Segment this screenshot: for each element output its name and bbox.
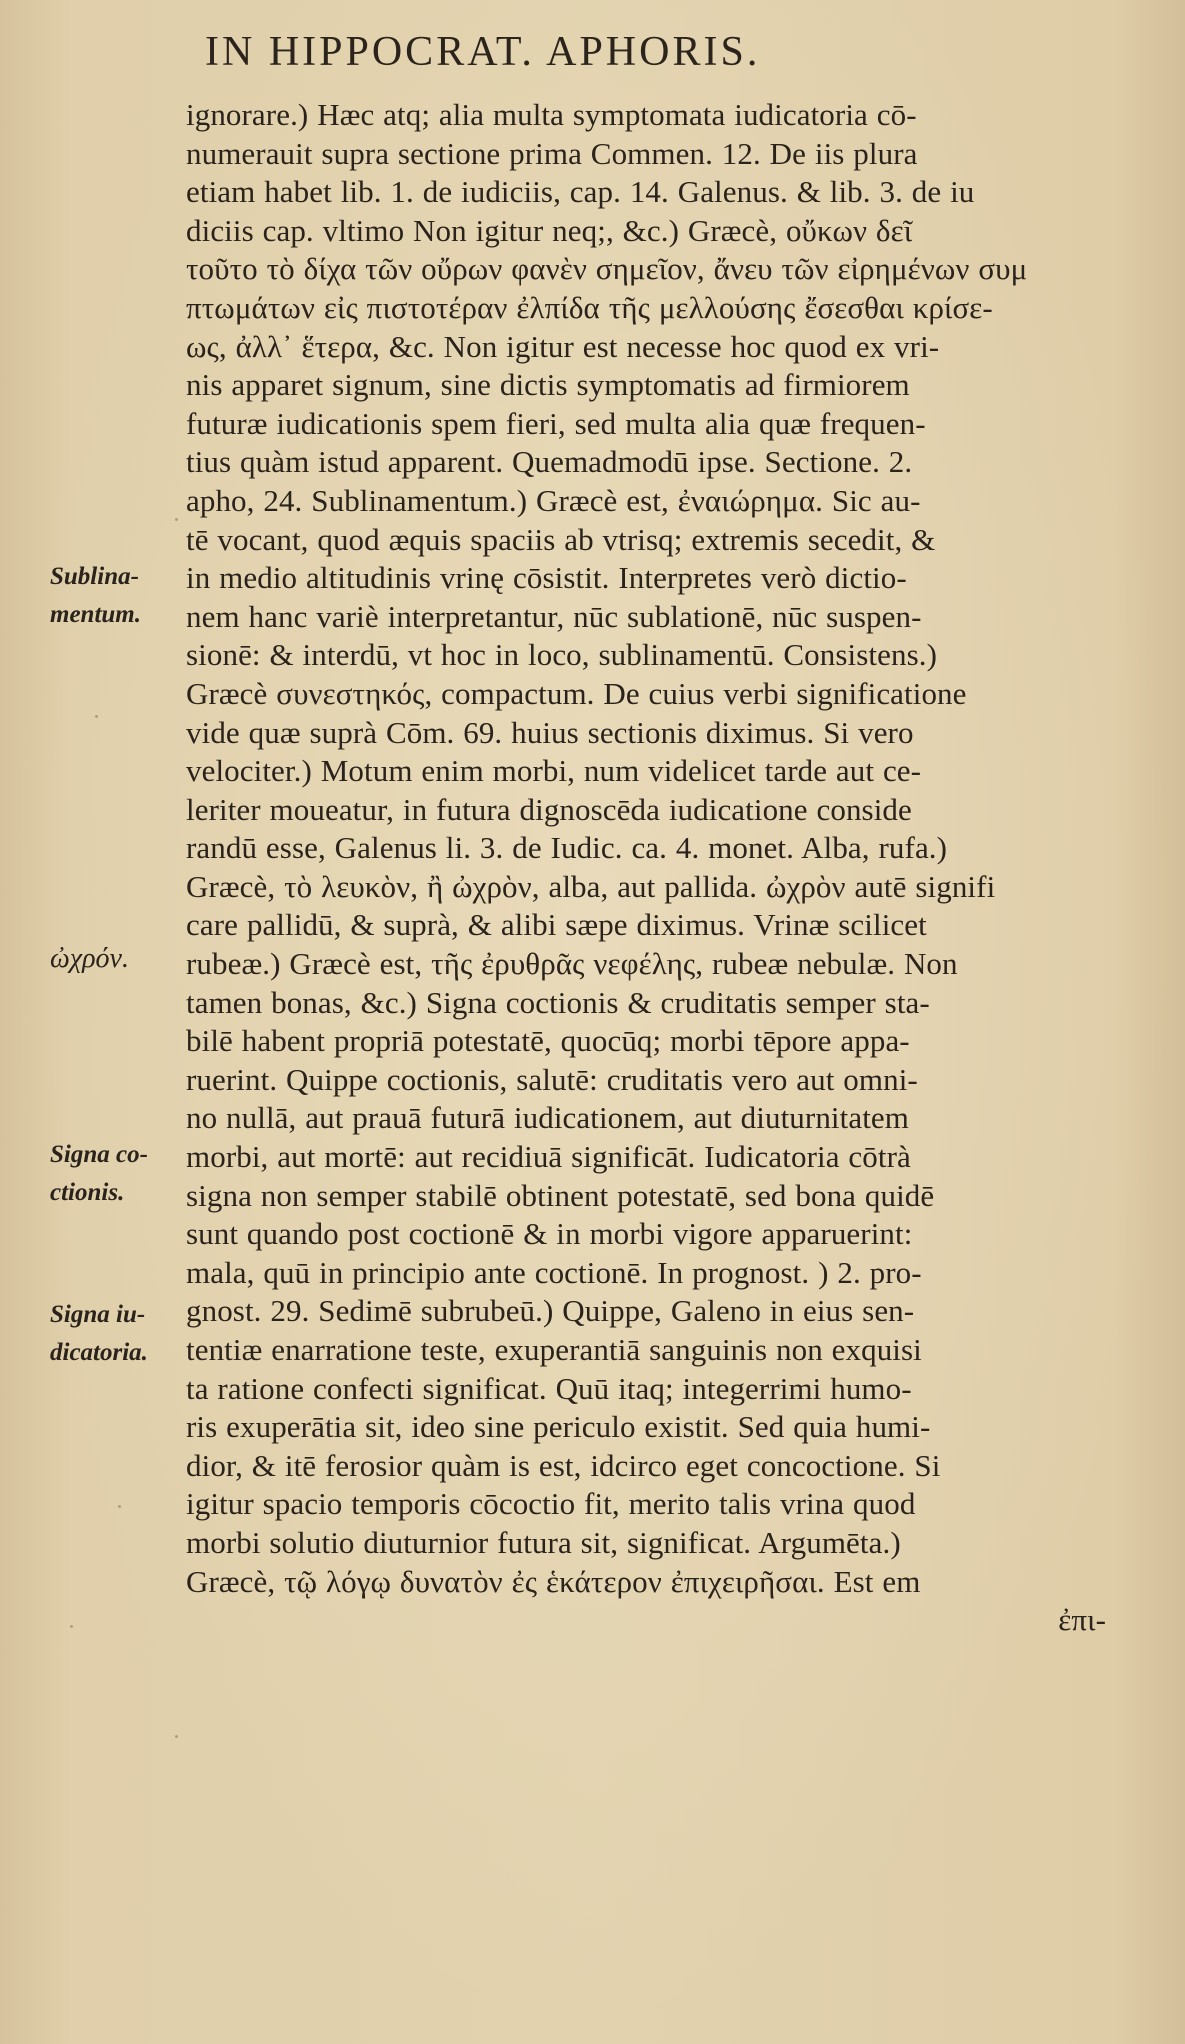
text-line: etiam habet lib. 1. de iudiciis, cap. 14. Galenus. & lib. 3. de iu [186, 174, 975, 210]
text-line: tius quàm istud apparent. Quemadmodū ipse. Sectione. 2. [186, 444, 913, 480]
running-head: IN HIPPOCRAT. APHORIS. [205, 29, 761, 75]
text-line: mala, quū in principio ante coctionē. In prognost. ) 2. pro- [186, 1254, 922, 1290]
text-line: diciis cap. vltimo Non igitur neq;, &c.) Græcè, οὔκων δεῖ [186, 212, 913, 248]
text-line: in medio altitudinis vrinę cōsistit. Interpretes verò dictio- [186, 560, 907, 596]
text-line: sunt quando post coctionē & in morbi vigore apparuerint: [186, 1216, 913, 1252]
text-line: leriter moueatur, in futura dignoscēda iudicatione conside [186, 791, 912, 827]
text-line: πτωμάτων εἰς πιστοτέραν ἐλπίδα τῆς μελλούσης ἔσεσθαι κρίσε- [186, 289, 993, 325]
text-line: Græcè, τῷ λόγῳ δυνατὸν ἐς ἑκάτερον ἐπιχειρῆσαι. Est em [186, 1563, 921, 1599]
margin-note-line: dicatoria. [50, 1339, 148, 1366]
text-line: ἐπι- [1058, 1602, 1106, 1638]
margin-note-line: ὠχρόν. [50, 943, 129, 974]
text-line: ris exuperātia sit, ideo sine periculo existit. Sed quia humi- [186, 1409, 931, 1445]
text-line: velociter.) Motum enim morbi, num videlicet tarde aut ce- [186, 753, 922, 789]
margin-note-signa-coctionis [50, 1136, 200, 1212]
text-line: nem hanc variè interpretantur, nūc sublationē, nūc suspen- [186, 598, 922, 634]
text-line: nis apparet signum, sine dictis symptomatis ad firmiorem [186, 367, 910, 403]
margin-note-line: mentum. [50, 601, 141, 628]
paper-speck [95, 715, 98, 718]
text-line: rubeæ.) Græcè est, τῆς ἐρυθρᾶς νεφέλης, rubeæ nebulæ. Non [186, 946, 958, 982]
main-text-block [186, 96, 1146, 1640]
paper-speck [175, 518, 178, 521]
margin-note-signa-iudicatoria [50, 1296, 200, 1372]
text-line: gnost. 29. Sedimē subrubeū.) Quippe, Galeno in eius sen- [186, 1293, 915, 1329]
margin-note-line: Signa co- [50, 1141, 148, 1168]
margin-note-line: Sublina- [50, 563, 139, 590]
text-line: morbi solutio diuturnior futura sit, significat. Argumēta.) [186, 1524, 901, 1560]
text-line: futuræ iudicationis spem fieri, sed multa alia quæ frequen- [186, 405, 926, 441]
text-line: apho, 24. Sublinamentum.) Græcè est, ἐναιώρημα. Sic au- [186, 482, 921, 518]
text-line: tē vocant, quod æquis spaciis ab vtrisq; extremis secedit, & [186, 521, 936, 557]
text-line: vide quæ suprà Cōm. 69. huius sectionis diximus. Si vero [186, 714, 914, 750]
text-line: tamen bonas, &c.) Signa coctionis & cruditatis semper sta- [186, 984, 930, 1020]
text-line: numerauit supra sectione prima Commen. 12. De iis plura [186, 135, 918, 171]
text-line: sionē: & interdū, vt hoc in loco, sublinamentū. Consistens.) [186, 637, 938, 673]
text-line: ruerint. Quippe coctionis, salutē: cruditatis vero aut omni- [186, 1061, 918, 1097]
margin-note-ochron [50, 940, 200, 978]
text-line: care pallidū, & suprà, & alibi sæpe diximus. Vrinæ scilicet [186, 907, 927, 943]
margin-note-sublinamentum [50, 558, 200, 634]
text-line: Græcè συνεστηκός, compactum. De cuius verbi significatione [186, 675, 967, 711]
text-line: Græcè, τὸ λευκὸν, ἢ ὠχρὸν, alba, aut pallida. ὠχρὸν autē signifi [186, 868, 996, 904]
paper-speck [175, 1735, 178, 1738]
text-line: signa non semper stabilē obtinent potestatē, sed bona quidē [186, 1177, 935, 1213]
margin-note-line: ctionis. [50, 1179, 125, 1206]
text-line: randū esse, Galenus li. 3. de Iudic. ca. 4. monet. Alba, rufa.) [186, 830, 948, 866]
paper-speck [118, 1505, 121, 1508]
text-line: dior, & itē ferosior quàm is est, idcirco eget concoctione. Si [186, 1447, 941, 1483]
text-line: tentiæ enarratione teste, exuperantiā sanguinis non exquisi [186, 1332, 922, 1367]
text-line: morbi, aut mortē: aut recidiuā significāt. Iudicatoria cōtrà [186, 1139, 911, 1175]
text-line: igitur spacio temporis cōcoctio fit, merito talis vrina quod [186, 1486, 916, 1522]
text-line: no nullā, aut prauā futurā iudicationem, aut diuturnitatem [186, 1100, 909, 1136]
text-line: ως, ἀλλ᾽ ἕτερα, &c. Non igitur est necesse hoc quod ex vri- [186, 328, 940, 364]
paper-speck [70, 1625, 73, 1628]
text-line: ignorare.) Hæc atq; alia multa symptomata iudicatoria cō- [186, 97, 917, 132]
margin-note-line: Signa iu- [50, 1301, 146, 1328]
text-line: bilē habent propriā potestatē, quocūq; morbi tēpore appa- [186, 1023, 910, 1059]
text-line: ta ratione confecti significat. Quū itaq; integerrimi humo- [186, 1370, 912, 1406]
text-line: τοῦτο τὸ δίχα τῶν οὔρων φανὲν σημεῖον, ἄνευ τῶν εἰρημένων συμ [186, 251, 1028, 287]
